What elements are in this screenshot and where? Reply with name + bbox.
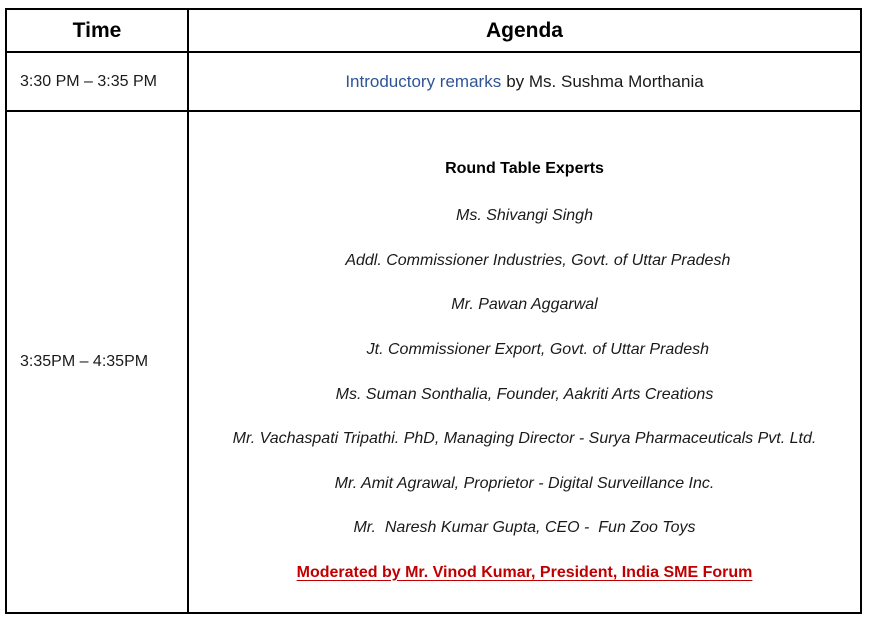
expert-name: Ms. Shivangi Singh	[456, 206, 593, 224]
time-slot-intro: 3:30 PM – 3:35 PM	[7, 53, 189, 112]
expert-entry	[189, 473, 860, 496]
expert-entry	[189, 384, 860, 407]
moderator-note: Moderated by Mr. Vinod Kumar, President, India SME Forum	[296, 563, 753, 581]
session-heading: Round Table Experts	[445, 160, 604, 177]
time-column-header: Time	[7, 10, 189, 53]
intro-remarks-speaker: by Ms. Sushma Morthania	[506, 71, 704, 91]
expert-entry	[189, 205, 860, 273]
agenda-session-cell	[189, 112, 860, 612]
expert-name: Mr. Vachaspati Tripathi. PhD, Managing Director - Surya Pharmaceuticals Pvt. Ltd.	[232, 430, 817, 447]
agenda-intro-cell	[189, 53, 860, 112]
expert-name: Mr. Pawan Aggarwal	[451, 296, 598, 313]
expert-title: Addl. Commissioner Industries, Govt. of Uttar Pradesh	[345, 251, 731, 269]
expert-name: Ms. Suman Sonthalia, Founder, Aakriti Arts Creations	[335, 385, 714, 403]
expert-name: Mr. Naresh Kumar Gupta, CEO - Fun Zoo Toys	[353, 519, 696, 536]
expert-title: Jt. Commissioner Export, Govt. of Uttar Pradesh	[366, 341, 709, 358]
intro-remarks-highlight: Introductory remarks	[345, 71, 502, 91]
time-slot-session: 3:35PM – 4:35PM	[7, 112, 189, 612]
expert-name: Mr. Amit Agrawal, Proprietor - Digital Surveillance Inc.	[334, 474, 715, 492]
agenda-column-header: Agenda	[189, 10, 860, 53]
expert-entry	[189, 428, 860, 451]
expert-entry	[189, 294, 860, 362]
expert-entry	[189, 517, 860, 540]
agenda-table	[5, 8, 862, 614]
